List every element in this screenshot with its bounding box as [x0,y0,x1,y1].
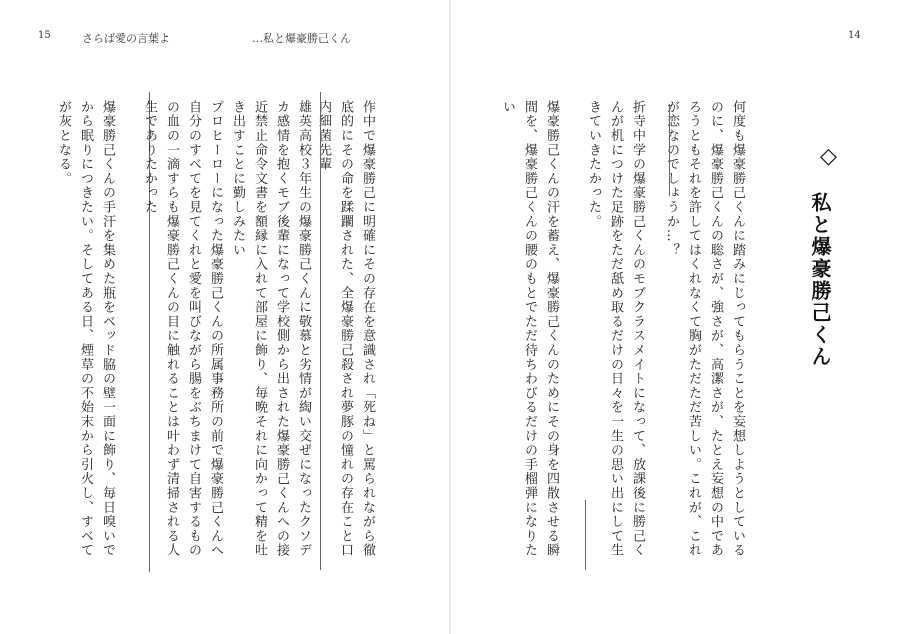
left-page-number: 15 [38,30,51,41]
right-running-title: …私と爆豪勝己くん [252,32,351,45]
section-title: 私と爆豪勝己くん [808,192,832,368]
paragraph: プロヒーローになった爆豪勝己くんの所属事務所の前で爆豪勝己くんへ自分のすべてを見てくれと愛を叫びながら腸をぶちまけて自害するものの血の一滴すらも爆豪勝己くんの目に触れることは叶わず清掃される人生でありたかった [142,100,223,558]
paragraph: 雄英高校３年生の爆豪勝己くんに敬慕と劣情が綯い交ぜになったクソデカ感情を抱くモブ後輩になって学校側から出された爆豪勝己くんへの接近禁止命令文書を額縁に入れて部屋に飾り、毎晩それに向かって精を吐き出すことに勤しみたい [230,100,311,558]
paragraph: 爆豪勝己くんの汗を蓄え、爆豪勝己くんのためにその身を四散させる瞬間を、爆豪勝己くんの腰のもとでただ待ちわびるだけの手榴弾になりたい [500,100,559,558]
paragraph-rule [585,500,586,570]
section-diamond-mark: ◇ [820,144,837,169]
left-running-title: さらば愛の言葉よ [82,32,170,45]
paragraph: 折寺中学の爆豪勝己くんのモブクラスメイトになって、放課後に勝己くんが机につけた足跡をただ舐め取るだけの日々を一生の思い出にして生きていきたかった。 [586,100,645,558]
right-page-number: 14 [848,30,861,41]
paragraph-rule [669,104,670,196]
paragraph-rule [320,92,321,570]
book-gutter [449,0,451,634]
paragraph: 爆豪勝己くんの手汗を集めた瓶をベッド脇の壁一面に飾り、毎日嗅いでから眠りにつきたい。そしてある日、煙草の不始末から引火し、すべてが灰となる。 [56,100,115,558]
paragraph: 作中で爆豪勝己に明確にその存在を意識され「死ね」と罵られながら徹底的にその命を蹂躙された、全爆豪勝己殺され夢豚の憧れの存在こと口内細菌先輩 [316,100,375,558]
paragraph: 何度も爆豪勝己くんに踏みにじってもらうことを妄想しようとしているのに、爆豪勝己くんの聡さが、強さが、高潔さが、たとえ妄想の中であろうともそれを許してはくれなくて胸がただただ苦しい。これが、これが恋なのでしょうか…？ [664,100,745,558]
